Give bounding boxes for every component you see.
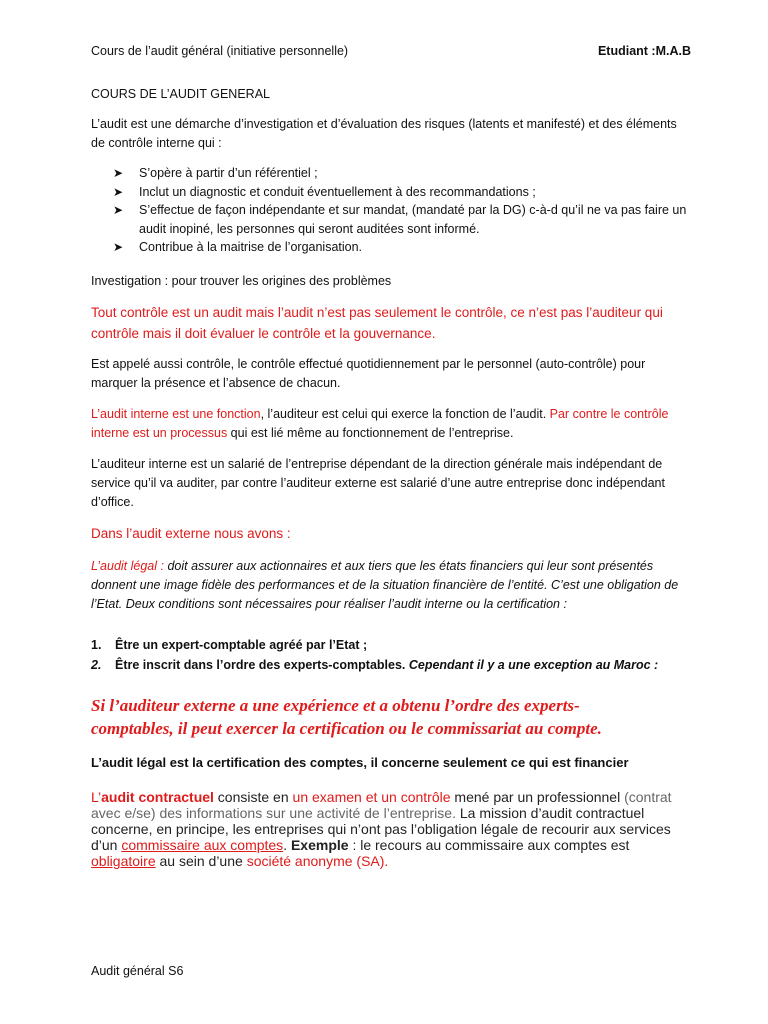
arrowhead-bullet-icon: ➤ xyxy=(113,166,124,180)
header-student: Etudiant :M.A.B xyxy=(597,44,691,58)
list-item: ➤ Inclut un diagnostic et conduit éventuellement à des recommandations ; xyxy=(91,183,691,202)
obligatoire-link: obligatoire xyxy=(91,853,156,869)
audit-contractuel-paragraph: L’audit contractuel consiste en un examen et un contrôle mené par un professionnel (contrat avec e/se) des informations sur une activité de l’entreprise. La mission d’audit contractuel concerne, en principe, les entreprises qui n’ont pas l’obligation légale de recourir aux services d’un commissaire aux comptes. Exemple : le recours au commissaire aux comptes est obligatoire au sein d’une société anonyme (SA). xyxy=(91,789,672,869)
red-statement: Tout contrôle est un audit mais l’audit n’est pas seulement le contrôle, ce n’est pas l’auditeur qui contrôle mais il doit évaluer le contrôle et la gouvernance. xyxy=(91,305,663,341)
auditeur-interne-paragraph: L’auditeur interne est un salarié de l’entreprise dépendant de la direction générale mais indépendant de service qu’il va auditer, par contre l’auditeur externe est salarié d’une autre entreprise donc indépendant d’office. xyxy=(91,457,665,509)
page-footer: Audit général S6 xyxy=(91,964,184,978)
header-course-title: Cours de l’audit général (initiative personnelle) xyxy=(91,44,349,58)
list-item: ➤ S’effectue de façon indépendante et sur mandat, (mandaté par la DG) c-à-d qu’il ne va pas faire un audit inopiné, les personnes qui seront auditées sont informé. xyxy=(113,203,687,236)
audit-externe-heading: Dans l’audit externe nous avons : xyxy=(91,526,291,541)
arrowhead-bullet-icon: ➤ xyxy=(113,203,124,217)
page-header xyxy=(91,44,691,58)
list-item: 1. Être un expert-comptable agréé par l’Etat ; xyxy=(91,638,368,652)
autocontrole-paragraph: Est appelé aussi contrôle, le contrôle effectué quotidiennement par le personnel (auto-contrôle) pour marquer la présence et l’absence de chacun. xyxy=(91,357,646,390)
audit-legal-certification: L’audit légal est la certification des comptes, il concerne seulement ce qui est financier xyxy=(91,755,629,770)
audit-interne-paragraph: L’audit interne est une fonction, l’auditeur est celui qui exerce la fonction de l’audit. Par contre le contrôle interne est un processus qui est lié même au fonctionnement de l’entreprise. xyxy=(91,407,669,440)
document-title: COURS DE L’AUDIT GENERAL xyxy=(91,87,270,101)
conditions-list xyxy=(91,635,691,675)
list-item: 2. Être inscrit dans l’ordre des experts-comptables. Cependant il y a une exception au Maroc : xyxy=(91,658,659,672)
investigation-paragraph: Investigation : pour trouver les origines des problèmes xyxy=(91,274,392,288)
intro-paragraph: L’audit est une démarche d’investigation et d’évaluation des risques (latents et manifesté) et des éléments de contrôle interne qui : xyxy=(91,117,677,150)
maroc-exception-statement: Si l’auditeur externe a une expérience et a obtenu l’ordre des experts-comptables, il peut exercer la certification ou le commissariat au compte. xyxy=(91,696,602,738)
arrowhead-bullet-icon: ➤ xyxy=(113,240,124,254)
commissaire-link: commissaire aux comptes xyxy=(121,837,284,853)
list-item: ➤ Contribue à la maitrise de l’organisation. xyxy=(91,238,691,257)
arrowhead-bullet-icon: ➤ xyxy=(113,184,124,199)
audit-legal-paragraph: L’audit légal : doit assurer aux actionnaires et aux tiers que les états financiers qui leur sont présentés donnent une image fidèle des performances et de la situation financière de l’entité. C’est une obligation de l’Etat. Deux conditions sont nécessaires pour réaliser l’audit interne ou la certification : xyxy=(91,559,679,611)
list-item: ➤ S’opère à partir d’un référentiel ; xyxy=(91,164,691,183)
bullet-list xyxy=(91,164,691,257)
